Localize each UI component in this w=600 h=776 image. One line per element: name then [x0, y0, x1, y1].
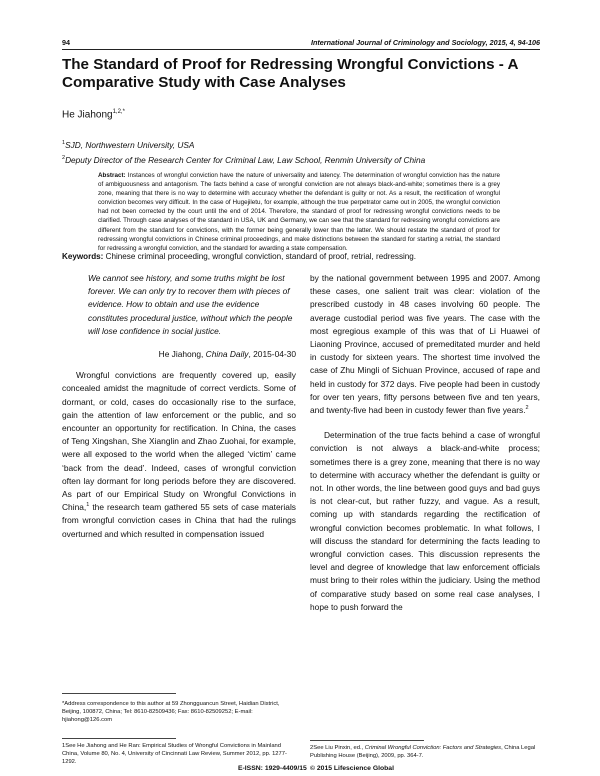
footnote-ref-1[interactable]: 1 [86, 502, 90, 509]
affiliation-2 [62, 155, 425, 165]
author-name: He Jiahong [62, 109, 113, 121]
body-paragraph-3: Determination of the true facts behind a case of wrongful conviction is not always a black-and-white process; sometimes there is a grey zone, meaning that there is no way to determine with accuracy whether the defendant is guilty or not. In other words, the line between good guys and bad guys is not clear-cut, but rather fuzzy, and vague. As a result, coming up with standards regarding the rectification of wrongful conviction becomes problematic. In what follows, I will discuss the standard for determining the facts leading to wrongful conviction cases. This discussion represents the level and degree of knowledge that law enforcement officials must bring to their roles within the judiciary. Using the method of comparative study based on some real case analyses, I hope to push forward the [310, 430, 540, 612]
header-divider [62, 49, 540, 50]
footnote-divider [62, 693, 176, 694]
page-number: 94 [62, 38, 70, 47]
affiliation-1-text: SJD, Northwestern University, USA [65, 140, 195, 150]
body-paragraph-1 [62, 369, 296, 541]
author-line [62, 109, 125, 120]
affiliation-1 [62, 140, 194, 150]
epigraph-quote: We cannot see history, and some truths might be lost forever. We can only try to recover them with pieces of evidence. How to obtain and use the evidence constitutes procedural justice, without which the people will lose confidence in social justice. [88, 273, 293, 336]
left-column [62, 272, 296, 553]
affiliation-2-mark: 2 [62, 155, 66, 162]
keywords-label: Keywords: [62, 252, 104, 261]
body-text: the research team gathered 55 sets of case materials from wrongful conviction cases in China that had the rulings overturned and which resulted in compensation issued [62, 502, 296, 539]
correspondence-note: *Address correspondence to this author at 59 Zhongguancun Street, Haidian District, Beijing, 100872, China; Tel: 8610-82509436; Fax: 8610-82509252; E-mail: hjiahong@126.com [62, 701, 280, 723]
footnote-2-title: Criminal Wrongful Conviction: Factors and Strategies [364, 745, 502, 751]
journal-citation: International Journal of Criminology and Sociology, 2015, 4, 94-106 [311, 38, 540, 47]
epigraph-source: China Daily [205, 349, 249, 360]
epigraph-author: He Jiahong, [158, 349, 204, 360]
affiliation-1-mark: 1 [62, 140, 66, 147]
keywords-text: Chinese criminal proceeding, wrongful conviction, standard of proof, retrial, redressing. [105, 252, 417, 261]
body-text: by the national government between 1995 and 2007. Among these cases, one salient trait was clear: violation of the prescribed custody in 48 cases involving 60 people. The average custodial period was five years. The case with the most egregious example of this was that of Li Huawei of Liaoning Province, accused of premeditated murder and held in custody for sixteen years. The shortest time involved the case of Zhu Mingli of Sichuan Province, accused of rape and held in custody for 372 days. Five people had been in custody for over ten years, fifty persons between five and ten years, and twenty-five had been in custody fewer than five years. [310, 273, 540, 416]
abstract-label: Abstract: [98, 172, 126, 179]
footer-copyright: © 2015 Lifescience Global [310, 765, 394, 772]
footnote-1: 1See He Jiahong and He Ran: Empirical Studies of Wrongful Convictions in Mainland China, Volume 80, No. 4, University of Cincinnati Law Review, Summer 2012, pp. 1277-1292. [62, 743, 287, 765]
author-marks: 1,2,* [112, 109, 125, 115]
article-title: The Standard of Proof for Redressing Wrongful Convictions - A Comparative Study with Case Analyses [62, 56, 518, 91]
body-paragraph-2 [310, 272, 540, 417]
epigraph-date: , 2015-04-30 [248, 349, 296, 360]
footnote-ref-2[interactable]: 2 [525, 405, 529, 412]
footnote-2 [310, 744, 540, 760]
right-column [310, 272, 540, 626]
abstract-text: Instances of wrongful conviction have the nature of universality and latency. The determination of wrongful conviction has the nature of ambiguousness and antagonism. The facts behind a case of wrongful conviction are not always black-and-white; sometimes there is a grey zone, meaning that there is no way to determine with accuracy whether the defendant is guilty or not. As a result, the rectification of wrongful conviction becomes very difficult. In the case of Hugejiletu, for example, although the true perpetrator came out in 2005, the wrongful conviction had not been corrected by the court until the end of 2014. Therefore, the standard of proof for redressing wrongful convictions needs to be clarified. Through case analyses of the standard in USA, UK and Germany, we can see that the standard for redressing wrongful convictions are different from the standard for convictions, with the former being generally lower than the latter. We should restate the standard of proof for redressing wrongful convictions in Chinese criminal proceedings, and make distinctions between the standard for starting a retrial, the standard for redressing a wrongful conviction, and the standard for awarding a state compensation. [98, 172, 500, 252]
epigraph-attribution [62, 348, 296, 361]
footnote-2-prefix: 2See Liu Pinxin, ed., [310, 745, 365, 751]
footnote-2-suffix: , China Legal Publishing House (Beijing), 2009, pp. 364-7. [310, 745, 536, 759]
body-text: Wrongful convictions are frequently covered up, easily concealed amidst the magnitude of correct verdicts. Some of dormant, or cold, cases do occasionally rise to the surface, gain the attention of law enforcement or the public, and so encounter an opportunity for rectification. In China, the cases of Teng Xingshan, She Xianglin and Zhao Zuohai, for example, were all exposed to the world when the alleged ‘victim’ came ‘back from the dead’. Indeed, cases of wrongful conviction often lay dormant for long periods before they are discovered. As part of our Empirical Study on Wrongful Convictions in China, [62, 370, 296, 513]
footnote-divider [62, 738, 176, 739]
abstract [98, 171, 500, 253]
keywords [62, 252, 540, 261]
footnote-divider [310, 740, 424, 741]
footer-issn: E-ISSN: 1929-4409/15 [238, 765, 307, 772]
affiliation-2-text: Deputy Director of the Research Center for Criminal Law, Law School, Renmin University of China [65, 155, 426, 165]
